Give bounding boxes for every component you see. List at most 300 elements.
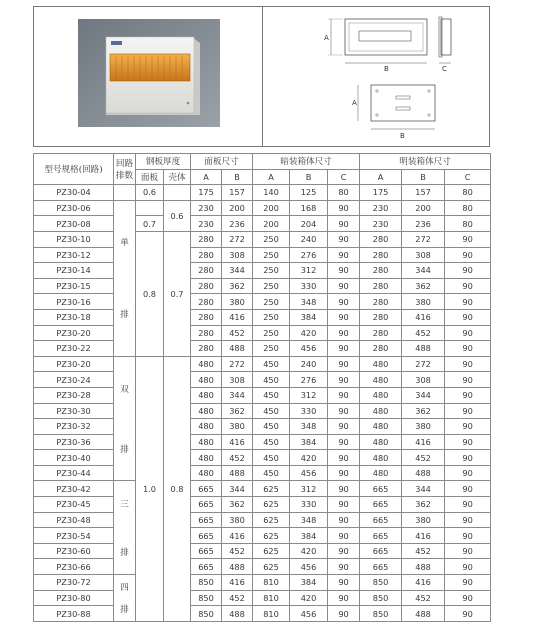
- dimension-cell: 810: [253, 590, 290, 606]
- dimension-cell: 480: [191, 450, 222, 466]
- dimension-cell: 90: [328, 434, 360, 450]
- dimension-cell: 452: [222, 450, 253, 466]
- group-label-top: 双: [120, 384, 129, 395]
- dimension-cell: 90: [445, 481, 491, 497]
- dimension-cell: 90: [328, 231, 360, 247]
- dimension-cell: 810: [253, 606, 290, 622]
- table-row: [34, 263, 491, 279]
- model-cell: PZ30-45: [34, 497, 114, 513]
- table-row: [34, 216, 491, 232]
- model-cell: PZ30-15: [34, 278, 114, 294]
- panel-thickness-0.8: 0.8: [136, 231, 164, 356]
- dim-label-c: C: [442, 65, 447, 73]
- dimension-cell: 250: [253, 278, 290, 294]
- dimension-cell: 236: [222, 216, 253, 232]
- dimension-cell: 450: [253, 372, 290, 388]
- table-row: [34, 450, 491, 466]
- dimension-cell: 452: [402, 543, 445, 559]
- model-cell: PZ30-80: [34, 590, 114, 606]
- header-surface: 明装箱体尺寸: [360, 154, 491, 170]
- dimension-cell: 90: [445, 247, 491, 263]
- dimension-cell: 330: [290, 403, 328, 419]
- dimension-cell: 90: [445, 559, 491, 575]
- dimension-cell: 362: [402, 278, 445, 294]
- dimension-cell: 452: [222, 325, 253, 341]
- header-c: C: [328, 169, 360, 185]
- dimension-cell: 312: [290, 387, 328, 403]
- dimension-cell: 344: [402, 481, 445, 497]
- dimension-cell: 480: [191, 372, 222, 388]
- dimension-cell: 665: [191, 512, 222, 528]
- dimension-cell: 90: [445, 325, 491, 341]
- dimension-cell: 230: [360, 216, 402, 232]
- dimension-cell: 850: [191, 606, 222, 622]
- dimension-cell: 250: [253, 309, 290, 325]
- dimension-cell: 272: [222, 231, 253, 247]
- dimension-cell: 480: [360, 465, 402, 481]
- dimension-cell: 850: [191, 575, 222, 591]
- dimension-cell: 416: [402, 528, 445, 544]
- dimension-cell: 452: [222, 543, 253, 559]
- dimension-cell: 90: [328, 606, 360, 622]
- dimension-cell: 280: [191, 247, 222, 263]
- dimension-cell: 280: [360, 263, 402, 279]
- panel-thickness-0.7: 0.7: [136, 216, 164, 232]
- dimension-cell: 362: [222, 497, 253, 513]
- dimension-cell: 90: [445, 419, 491, 435]
- dimension-cell: 416: [222, 434, 253, 450]
- dimension-cell: 480: [360, 387, 402, 403]
- dimension-cell: 280: [360, 325, 402, 341]
- dimension-cell: 125: [290, 185, 328, 201]
- dimension-cell: 90: [328, 372, 360, 388]
- dimension-cell: 456: [290, 341, 328, 357]
- dimension-cell: 450: [253, 419, 290, 435]
- header-b: B: [222, 169, 253, 185]
- dimension-cell: 452: [402, 325, 445, 341]
- dimension-cell: 90: [445, 465, 491, 481]
- dimension-cell: 90: [328, 559, 360, 575]
- dimension-cell: 80: [445, 185, 491, 201]
- group-double: [114, 356, 136, 481]
- dimension-cell: 90: [445, 372, 491, 388]
- dimension-cell: 850: [360, 575, 402, 591]
- dim-label-b: B: [384, 65, 389, 73]
- dimension-cell: 280: [360, 341, 402, 357]
- header-model: 型号规格(回路): [34, 154, 114, 185]
- header-rows-1: 回路: [115, 159, 134, 170]
- dimension-cell: 308: [402, 372, 445, 388]
- table-row: [34, 512, 491, 528]
- model-cell: PZ30-42: [34, 481, 114, 497]
- table-row: [34, 465, 491, 481]
- dimension-cell: 280: [191, 231, 222, 247]
- dimension-cell: 452: [402, 590, 445, 606]
- dimension-cell: 665: [191, 528, 222, 544]
- dimension-cell: 384: [290, 528, 328, 544]
- dimension-cell: 488: [402, 559, 445, 575]
- dimension-cell: 280: [191, 263, 222, 279]
- table-row: [34, 497, 491, 513]
- dimension-cell: 480: [191, 387, 222, 403]
- dimension-cell: 90: [328, 419, 360, 435]
- dimension-cell: 90: [445, 231, 491, 247]
- panel-thickness-0.6: 0.6: [136, 185, 164, 201]
- dimension-cell: 280: [191, 278, 222, 294]
- table-row: [34, 481, 491, 497]
- dimension-cell: 175: [191, 185, 222, 201]
- dimension-cell: 90: [445, 403, 491, 419]
- dimension-cell: 90: [328, 387, 360, 403]
- product-photo-cell: [34, 7, 263, 146]
- model-cell: PZ30-06: [34, 200, 114, 216]
- dimension-cell: 480: [191, 434, 222, 450]
- dimension-cell: 344: [222, 263, 253, 279]
- model-cell: PZ30-66: [34, 559, 114, 575]
- shell-thickness-0.8: 0.8: [164, 356, 191, 621]
- model-cell: PZ30-08: [34, 216, 114, 232]
- dimension-cell: 384: [290, 309, 328, 325]
- dimension-cell: 380: [402, 294, 445, 310]
- dimension-cell: 348: [290, 419, 328, 435]
- dimension-cell: 204: [290, 216, 328, 232]
- dimension-cell: 488: [402, 465, 445, 481]
- dimension-cell: 280: [191, 294, 222, 310]
- group-label-top: 单: [120, 238, 129, 249]
- dimension-cell: 90: [328, 543, 360, 559]
- dimension-cell: 200: [253, 200, 290, 216]
- header-b: B: [290, 169, 328, 185]
- dimension-cell: 90: [328, 528, 360, 544]
- dimension-cell: 90: [445, 512, 491, 528]
- dimension-cell: 420: [290, 325, 328, 341]
- table-row: [34, 185, 491, 201]
- dim-label-b-rear: B: [400, 132, 405, 140]
- dimension-cell: 488: [222, 606, 253, 622]
- header-steel: 钢板厚度: [136, 154, 191, 170]
- dimension-cell: 450: [253, 403, 290, 419]
- header-b: B: [402, 169, 445, 185]
- model-cell: PZ30-44: [34, 465, 114, 481]
- dimension-cell: 380: [222, 294, 253, 310]
- dimension-cell: 200: [402, 200, 445, 216]
- spec-sheet: [33, 6, 490, 624]
- dimension-cell: 380: [402, 512, 445, 528]
- header-panel-t: 面板: [136, 169, 164, 185]
- model-cell: PZ30-48: [34, 512, 114, 528]
- group-triple: [114, 481, 136, 575]
- dimension-cell: 90: [328, 278, 360, 294]
- dimension-cell: 665: [191, 543, 222, 559]
- dimension-cell: 488: [222, 559, 253, 575]
- table-row: [34, 309, 491, 325]
- dimension-cell: 420: [290, 543, 328, 559]
- group-label-bottom: 排: [120, 444, 129, 455]
- dimension-cell: 362: [402, 403, 445, 419]
- header-a: A: [191, 169, 222, 185]
- dimension-cell: 850: [360, 590, 402, 606]
- dimension-cell: 665: [360, 512, 402, 528]
- dimension-cell: 665: [191, 481, 222, 497]
- dimension-cell: 665: [191, 497, 222, 513]
- header-c: C: [445, 169, 491, 185]
- dimension-cell: 157: [222, 185, 253, 201]
- model-cell: PZ30-04: [34, 185, 114, 201]
- dimension-cell: 168: [290, 200, 328, 216]
- dimension-cell: 665: [360, 559, 402, 575]
- table-row: [34, 387, 491, 403]
- table-row: [34, 372, 491, 388]
- dimension-cell: 250: [253, 231, 290, 247]
- dimension-cell: 230: [191, 200, 222, 216]
- header-a: A: [253, 169, 290, 185]
- dimension-cell: 200: [222, 200, 253, 216]
- dimension-cell: 90: [445, 434, 491, 450]
- header-concealed: 暗装箱体尺寸: [253, 154, 360, 170]
- dimension-cell: 665: [360, 543, 402, 559]
- group-cell: [114, 185, 136, 201]
- dimension-cell: 90: [328, 325, 360, 341]
- dimension-cell: 140: [253, 185, 290, 201]
- dimension-cell: 456: [290, 559, 328, 575]
- table-row: [34, 341, 491, 357]
- table-row: [34, 278, 491, 294]
- dimension-cell: 480: [360, 356, 402, 372]
- dimension-cell: 90: [328, 450, 360, 466]
- dimension-cell: 625: [253, 481, 290, 497]
- dimension-cell: 344: [402, 263, 445, 279]
- dimension-cell: 380: [222, 419, 253, 435]
- model-cell: PZ30-72: [34, 575, 114, 591]
- dimension-cell: 665: [360, 497, 402, 513]
- dimension-cell: 90: [328, 356, 360, 372]
- dimension-cell: 488: [402, 606, 445, 622]
- model-cell: PZ30-10: [34, 231, 114, 247]
- dimension-cell: 90: [445, 543, 491, 559]
- dimension-cell: 416: [222, 528, 253, 544]
- dimension-cell: 330: [290, 497, 328, 513]
- dimension-cell: 157: [402, 185, 445, 201]
- dimension-cell: 90: [445, 356, 491, 372]
- dimension-cell: 480: [191, 403, 222, 419]
- dimension-cell: 90: [445, 387, 491, 403]
- dimension-cell: 416: [222, 575, 253, 591]
- dimension-cell: 625: [253, 528, 290, 544]
- dimension-cell: 90: [445, 450, 491, 466]
- model-cell: PZ30-40: [34, 450, 114, 466]
- dimension-cell: 90: [445, 606, 491, 622]
- top-panel: [33, 6, 490, 147]
- dimension-cell: 272: [222, 356, 253, 372]
- shell-thickness-0.6: 0.6: [164, 200, 191, 231]
- table-row: [34, 528, 491, 544]
- dimension-cell: 280: [191, 341, 222, 357]
- dimension-cell: 90: [328, 341, 360, 357]
- dimension-cell: 456: [290, 606, 328, 622]
- dimension-cell: 665: [360, 481, 402, 497]
- dimension-cell: 362: [402, 497, 445, 513]
- dimension-cell: 250: [253, 247, 290, 263]
- dimension-cell: 308: [402, 247, 445, 263]
- dimension-cell: 230: [360, 200, 402, 216]
- dimension-cell: 362: [222, 278, 253, 294]
- panel-thickness-1.0: 1.0: [136, 356, 164, 621]
- dimension-cell: 384: [290, 434, 328, 450]
- dimension-cell: 90: [445, 528, 491, 544]
- table-row: [34, 434, 491, 450]
- dimension-cell: 348: [290, 512, 328, 528]
- dimension-cell: 90: [445, 590, 491, 606]
- dimension-cell: 230: [191, 216, 222, 232]
- dimension-cell: 90: [328, 216, 360, 232]
- group-quad: [114, 575, 136, 622]
- dimension-cell: 480: [360, 434, 402, 450]
- dimension-cell: 250: [253, 325, 290, 341]
- model-cell: PZ30-88: [34, 606, 114, 622]
- dimension-cell: 416: [402, 434, 445, 450]
- dimension-cell: 380: [402, 419, 445, 435]
- table-row: [34, 543, 491, 559]
- dimension-cell: 384: [290, 575, 328, 591]
- model-cell: PZ30-20: [34, 325, 114, 341]
- table-row: [34, 356, 491, 372]
- distribution-box-photo: [34, 7, 262, 146]
- dimension-cell: 625: [253, 512, 290, 528]
- dimension-cell: 308: [222, 247, 253, 263]
- dimension-cell: 480: [360, 450, 402, 466]
- dimension-cell: 90: [445, 309, 491, 325]
- dimension-cell: 850: [360, 606, 402, 622]
- dimension-cell: 90: [328, 309, 360, 325]
- dimension-cell: 90: [445, 575, 491, 591]
- dimension-cell: 810: [253, 575, 290, 591]
- table-row: [34, 231, 491, 247]
- dimension-cell: 420: [290, 450, 328, 466]
- dimension-cell: 488: [222, 465, 253, 481]
- dimension-cell: 480: [360, 403, 402, 419]
- dimension-cell: 276: [290, 247, 328, 263]
- dimension-cell: 416: [402, 309, 445, 325]
- model-cell: PZ30-14: [34, 263, 114, 279]
- table-row: [34, 590, 491, 606]
- dim-label-a: A: [324, 34, 329, 42]
- dimension-cell: 90: [328, 481, 360, 497]
- dimension-cell: 90: [445, 341, 491, 357]
- dimension-cell: 480: [191, 419, 222, 435]
- model-cell: PZ30-36: [34, 434, 114, 450]
- dimension-cell: 90: [328, 497, 360, 513]
- dimension-cell: 280: [360, 231, 402, 247]
- dimension-cell: 90: [328, 247, 360, 263]
- table-row: [34, 403, 491, 419]
- header-panel-size: 面板尺寸: [191, 154, 253, 170]
- header-a: A: [360, 169, 402, 185]
- dimension-cell: 312: [290, 481, 328, 497]
- dimension-cell: 450: [253, 356, 290, 372]
- model-cell: PZ30-20: [34, 356, 114, 372]
- dimension-cell: 80: [445, 216, 491, 232]
- dimension-cell: 250: [253, 263, 290, 279]
- header-rows-2: 排数: [115, 171, 134, 182]
- header-shell-t: 壳体: [164, 169, 191, 185]
- table-row: [34, 606, 491, 622]
- dimension-cell: 250: [253, 294, 290, 310]
- dimension-cell: 344: [402, 387, 445, 403]
- model-cell: PZ30-16: [34, 294, 114, 310]
- dimension-cell: 90: [328, 512, 360, 528]
- dimension-cell: 344: [222, 387, 253, 403]
- dimension-drawing-cell: [263, 7, 489, 146]
- dimension-cell: 488: [222, 341, 253, 357]
- dimension-cell: 344: [222, 481, 253, 497]
- model-cell: PZ30-22: [34, 341, 114, 357]
- dimension-cell: 480: [191, 465, 222, 481]
- dimension-cell: 456: [290, 465, 328, 481]
- dimension-cell: 330: [290, 278, 328, 294]
- dimension-cell: 362: [222, 403, 253, 419]
- shell-thickness-0.7: 0.7: [164, 231, 191, 356]
- dimension-cell: 625: [253, 497, 290, 513]
- dimension-cell: 480: [360, 419, 402, 435]
- dimension-cell: 240: [290, 356, 328, 372]
- dimension-cell: 416: [402, 575, 445, 591]
- table-row: [34, 559, 491, 575]
- dimension-cell: 90: [328, 465, 360, 481]
- group-single: [114, 200, 136, 356]
- dimension-cell: 90: [328, 575, 360, 591]
- dimension-cell: 452: [402, 450, 445, 466]
- table-row: [34, 325, 491, 341]
- dimension-cell: 420: [290, 590, 328, 606]
- dimension-cell: 90: [445, 294, 491, 310]
- dimension-cell: 665: [360, 528, 402, 544]
- group-label-bottom: 排: [120, 604, 129, 615]
- dimension-cell: 450: [253, 465, 290, 481]
- dimension-cell: 276: [290, 372, 328, 388]
- dimension-cell: 280: [360, 278, 402, 294]
- model-cell: PZ30-60: [34, 543, 114, 559]
- dimension-cell: 272: [402, 231, 445, 247]
- dimension-cell: 200: [253, 216, 290, 232]
- model-cell: PZ30-32: [34, 419, 114, 435]
- dimension-cell: 380: [222, 512, 253, 528]
- dimension-cell: 280: [360, 247, 402, 263]
- table-row: [34, 575, 491, 591]
- dimension-cell: 280: [191, 325, 222, 341]
- dimension-cell: 625: [253, 543, 290, 559]
- dimension-cell: 665: [191, 559, 222, 575]
- dimension-cell: 308: [222, 372, 253, 388]
- table-row: [34, 200, 491, 216]
- table-row: [34, 419, 491, 435]
- spec-table: [33, 153, 491, 622]
- dimension-cell: 90: [445, 497, 491, 513]
- header-rows: [114, 154, 136, 185]
- dimension-cell: 416: [222, 309, 253, 325]
- dimension-cell: 450: [253, 387, 290, 403]
- dimension-cell: 236: [402, 216, 445, 232]
- model-cell: PZ30-18: [34, 309, 114, 325]
- dimension-cell: 850: [191, 590, 222, 606]
- dimension-cell: 480: [191, 356, 222, 372]
- dim-label-a-rear: A: [352, 99, 357, 107]
- dimension-cell: 90: [445, 278, 491, 294]
- dimension-cell: 280: [360, 309, 402, 325]
- model-cell: PZ30-28: [34, 387, 114, 403]
- dimension-cell: 452: [222, 590, 253, 606]
- dimension-cell: 272: [402, 356, 445, 372]
- group-label-bottom: 排: [120, 310, 129, 321]
